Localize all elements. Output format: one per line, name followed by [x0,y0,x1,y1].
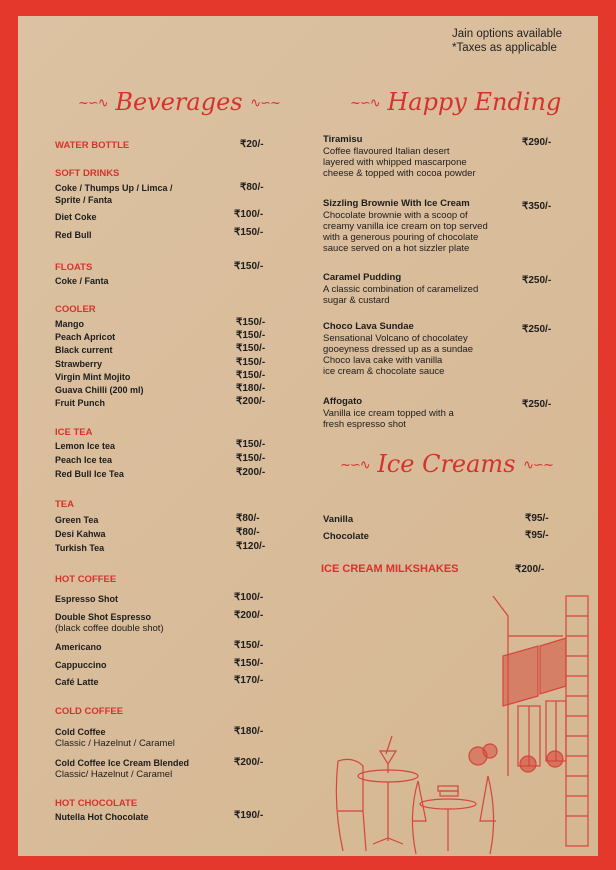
dessert-description [323,284,513,306]
item-name: Americano [55,642,102,652]
item-price: ₹80/- [240,182,264,193]
description-line: Chocolate brownie with a scoop of [323,210,468,221]
item-price: ₹200/- [234,610,264,621]
dessert-name: Choco Lava Sundae [323,321,414,332]
item-name: Nutella Hot Chocolate [55,812,149,822]
item-name: Café Latte [55,677,99,687]
item-name: Espresso Shot [55,594,119,604]
item-name-line2: Sprite / Fanta [55,195,113,205]
item-name: Green Tea [55,515,99,525]
dessert-description [323,210,513,254]
item-price: ₹150/- [236,453,266,464]
dessert-name: Tiramisu [323,134,363,145]
menu-notes [452,27,562,55]
dessert-price: ₹290/- [522,137,552,148]
cold-coffee-title: COLD COFFEE [55,706,124,717]
dessert-price: ₹250/- [522,275,552,286]
item-price: ₹150/- [234,658,264,669]
ice-cream-name: Vanilla [323,514,354,525]
ice-cream-price: ₹95/- [525,530,549,541]
item-price: ₹80/- [236,527,260,538]
item-name: Cappuccino [55,660,107,670]
happy-ending-title: Happy Ending [387,88,562,116]
awning-icon [503,638,566,706]
dessert-price: ₹250/- [522,324,552,335]
cooler-title: COOLER [55,304,96,315]
item-name: Cold Coffee [55,727,106,737]
plant-icon [469,744,497,765]
item-price: ₹100/- [234,209,264,220]
item-name: Cold Coffee Ice Cream Blended [55,758,190,768]
item-price: ₹180/- [234,726,264,737]
description-line: gooeyness dressed up as a sundae [323,344,473,355]
dessert-description [323,146,513,179]
cafe-illustration [308,576,598,856]
item-price: ₹200/- [234,757,264,768]
water-bottle-label: WATER BOTTLE [55,140,130,151]
item-price: ₹150/- [234,261,264,272]
dessert-description [323,408,513,430]
jain-note: Jain options available [452,28,562,40]
item-name: Coke / Thumps Up / Limca / [55,183,173,193]
table-icon [358,770,476,851]
item-name: Peach Apricot [55,332,116,343]
window-icon [518,701,566,772]
item-name: Red Bull [55,230,92,240]
dessert-description [323,333,513,377]
item-price: ₹150/- [234,227,264,238]
item-subtext: Classic/ Hazelnut / Caramel [55,769,173,780]
item-price: ₹120/- [236,541,266,552]
item-price: ₹100/- [234,592,264,603]
menu-item [55,611,164,635]
dessert-name: Caramel Pudding [323,272,402,283]
item-price: ₹180/- [236,383,266,394]
description-line: sauce served on a hot sizzler plate [323,243,470,254]
ice-cream-price: ₹95/- [525,513,549,524]
description-line: A classic combination of caramelized [323,284,479,295]
ice-cream-name: Chocolate [323,531,369,542]
description-line: cheese & topped with cocoa powder [323,168,476,179]
cocktail-glass-icon [380,736,396,773]
hot-chocolate-title: HOT CHOCOLATE [55,798,138,809]
item-subtext: (black coffee double shot) [55,623,164,634]
description-line: Sensational Volcano of chocolatey [323,333,468,344]
item-name: Strawberry [55,358,103,369]
books-icon [438,786,458,796]
description-line: with a generous pouring of chocolate [323,232,479,243]
menu-item [55,757,189,781]
description-line: Choco lava cake with vanilla [323,355,443,366]
dessert-name: Sizzling Brownie With Ice Cream [323,198,470,209]
item-price: ₹80/- [236,513,260,524]
milkshakes-price: ₹200/- [515,564,545,575]
beverages-title: Beverages [115,88,243,116]
item-name: Mango [55,319,84,329]
item-price: ₹200/- [236,467,266,478]
swirl-right-icon: ∿∽~ [523,458,553,473]
soft-drinks-title: SOFT DRINKS [55,168,120,179]
item-name: Turkish Tea [55,543,105,553]
description-line: fresh espresso shot [323,419,406,430]
item-name: Virgin Mint Mojito [55,371,131,382]
ice-tea-title: ICE TEA [55,427,93,438]
item-name: Coke / Fanta [55,276,109,286]
description-line: creamy vanilla ice cream on top served [323,221,488,232]
item-name: Lemon Ice tea [55,441,116,451]
item-subtext: Classic / Hazelnut / Caramel [55,738,175,749]
description-line: Coffee flavoured Italian desert [323,146,450,157]
item-price: ₹200/- [236,396,266,408]
description-line: layered with whipped mascarpone [323,157,467,168]
happy-ending-heading [350,88,561,116]
item-price: ₹190/- [234,810,264,821]
item-price: ₹150/- [236,439,266,450]
menu-panel [18,16,598,856]
ice-creams-heading [340,450,553,478]
item-name: Diet Coke [55,212,97,222]
item-price: ₹170/- [234,675,264,686]
item-price: ₹150/- [236,369,266,381]
item-price: ₹150/- [236,330,266,342]
floats-title: FLOATS [55,262,93,273]
swirl-left-icon: ~∽∿ [350,96,380,111]
menu-item [55,182,173,206]
description-line: ice cream & chocolate sauce [323,366,445,377]
item-name: Fruit Punch [55,398,105,409]
ice-creams-title: Ice Creams [377,450,516,478]
item-name: Double Shot Espresso [55,612,152,622]
menu-item [55,726,175,750]
tax-note: *Taxes as applicable [452,42,557,54]
item-price: ₹150/- [236,356,266,368]
description-line: sugar & custard [323,295,390,306]
item-price: ₹150/- [236,317,266,328]
item-name: Desi Kahwa [55,529,106,539]
item-name: Peach Ice tea [55,455,113,465]
swirl-left-icon: ~∽∿ [340,458,370,473]
tea-title: TEA [55,499,74,510]
dessert-price: ₹350/- [522,201,552,212]
item-price: ₹150/- [236,343,266,355]
milkshakes-label: ICE CREAM MILKSHAKES [321,563,459,575]
swirl-right-icon: ∿∽~ [250,96,280,111]
beverages-heading [78,88,280,116]
water-bottle-price: ₹20/- [240,139,264,150]
hot-coffee-title: HOT COFFEE [55,574,117,585]
dessert-name: Affogato [323,396,363,407]
item-name: Black current [55,345,113,356]
dessert-price: ₹250/- [522,399,552,410]
swirl-left-icon: ~∽∿ [78,96,108,111]
item-name: Red Bull Ice Tea [55,469,124,479]
description-line: Vanilla ice cream topped with a [323,408,454,419]
item-price: ₹150/- [234,640,264,651]
item-name: Guava Chilli (200 ml) [55,385,144,395]
